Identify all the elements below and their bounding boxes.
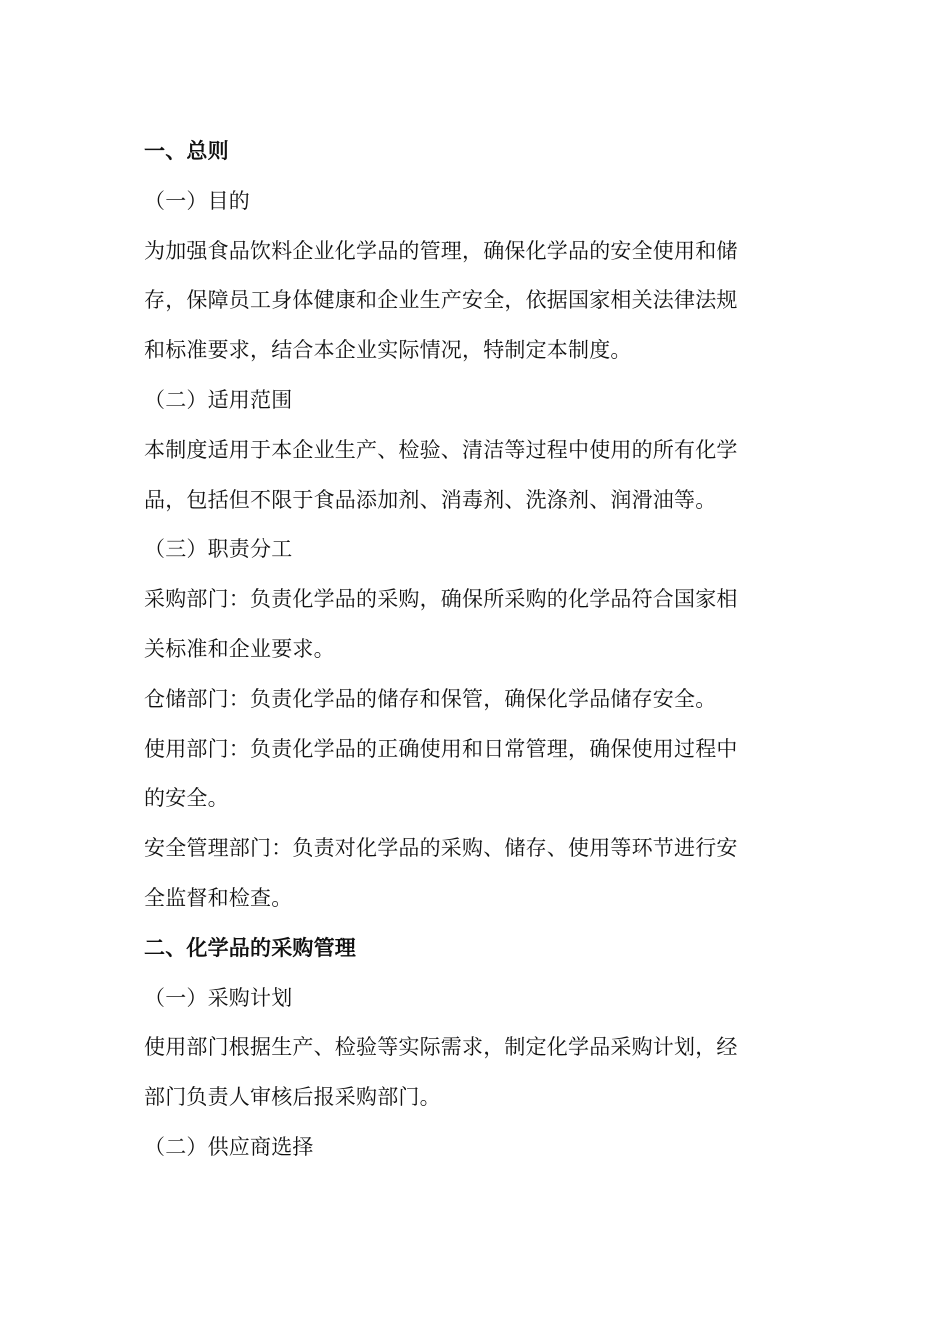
paragraph-line: 使用部门根据生产、检验等实际需求，制定化学品采购计划，经 <box>144 1035 738 1060</box>
paragraph-line: 仓储部门：负责化学品的储存和保管，确保化学品储存安全。 <box>144 686 717 711</box>
paragraph-line: 安全管理部门：负责对化学品的采购、储存、使用等环节进行安 <box>144 836 738 861</box>
paragraph-line: 部门负责人审核后报采购部门。 <box>144 1085 441 1110</box>
paragraph-line: 采购部门：负责化学品的采购，确保所采购的化学品符合国家相 <box>144 587 738 612</box>
paragraph-line: 为加强食品饮料企业化学品的管理，确保化学品的安全使用和储 <box>144 238 738 263</box>
paragraph-line: 的安全。 <box>144 786 229 811</box>
paragraph-line: 本制度适用于本企业生产、检验、清洁等过程中使用的所有化学 <box>144 437 738 462</box>
document-page <box>144 127 794 1173</box>
subsection-heading: （三）职责分工 <box>144 537 293 562</box>
subsection-heading: （一）采购计划 <box>144 985 293 1010</box>
paragraph-line: 使用部门：负责化学品的正确使用和日常管理，确保使用过程中 <box>144 736 738 761</box>
paragraph-line: 品，包括但不限于食品添加剂、消毒剂、洗涤剂、润滑油等。 <box>144 487 717 512</box>
paragraph-line: 关标准和企业要求。 <box>144 636 335 661</box>
section-heading: 二、化学品的采购管理 <box>144 935 356 960</box>
paragraph-line: 存，保障员工身体健康和企业生产安全，依据国家相关法律法规 <box>144 288 738 313</box>
section-heading: 一、总则 <box>144 139 229 163</box>
subsection-heading: （二）适用范围 <box>144 387 293 412</box>
subsection-heading: （二）供应商选择 <box>144 1134 314 1159</box>
paragraph-line: 和标准要求，结合本企业实际情况，特制定本制度。 <box>144 338 632 363</box>
paragraph-line: 全监督和检查。 <box>144 885 293 910</box>
subsection-heading: （一）目的 <box>144 188 250 213</box>
